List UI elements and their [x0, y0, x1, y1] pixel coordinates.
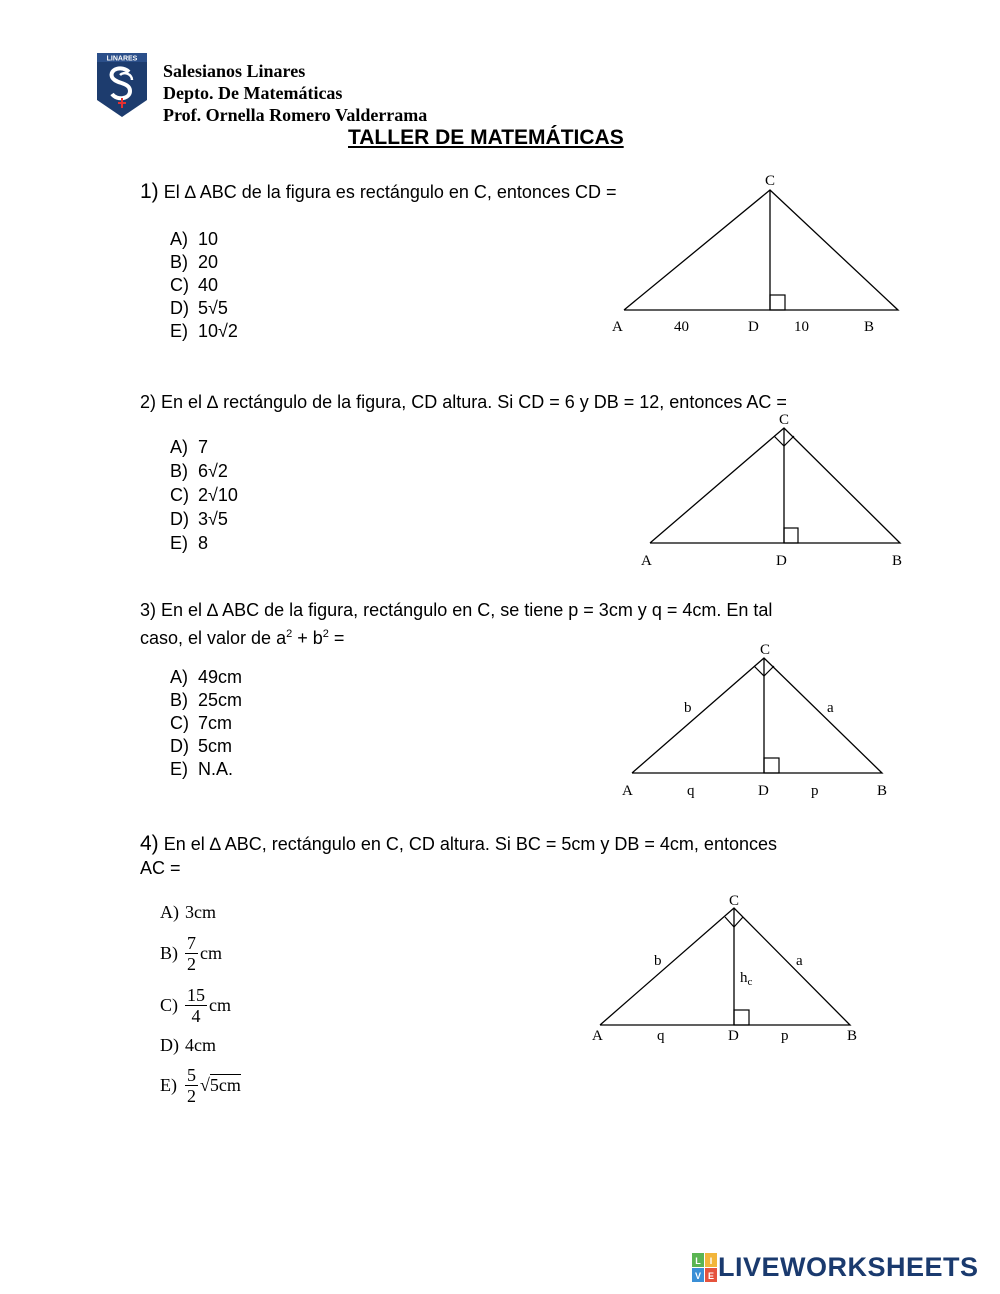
liveworksheets-logo-icon: [692, 1253, 718, 1283]
question-text: En el ∆ rectángulo de la figura, CD altura. Si CD = 6 y DB = 12, entonces AC =: [161, 392, 787, 412]
option-b[interactable]: B) 25cm: [170, 690, 243, 710]
option-b[interactable]: B) 6√2: [170, 461, 228, 481]
option-a[interactable]: A) 10: [170, 229, 219, 249]
triangle-figure-3: [612, 638, 902, 803]
options-4: [160, 900, 241, 1109]
side-b-label: b: [684, 700, 692, 716]
triangle-figure-1: [600, 168, 920, 343]
question-number: 2): [140, 392, 157, 412]
option-e[interactable]: E) $\frac{5}{2}$ √ 5cm: [160, 1064, 241, 1106]
vertex-b-label: B: [892, 553, 903, 569]
question-text: En el ∆ ABC de la figura, rectángulo en C, se tiene p = 3cm y q = 4cm. En tal: [161, 600, 773, 620]
svg-text:I: I: [709, 1255, 713, 1266]
question-1: [140, 180, 616, 204]
logo-text: LINARES: [106, 55, 138, 63]
segment-p-label: p: [781, 1028, 789, 1044]
page-title: TALLER DE MATEMÁTICAS: [348, 126, 624, 149]
vertex-b-label: B: [847, 1028, 858, 1044]
option-e[interactable]: E) 10√2: [170, 321, 238, 341]
height-label: $h_c$: [740, 970, 753, 988]
segment-ad-label: 40: [674, 319, 689, 335]
question-number: 1): [140, 180, 159, 203]
vertex-d-label: D: [728, 1028, 739, 1044]
watermark-text: LIVEWORKSHEETS: [718, 1252, 979, 1282]
vertex-d-label: D: [748, 319, 759, 335]
vertex-c-label: C: [765, 173, 776, 189]
option-a[interactable]: A) 49cm: [170, 667, 243, 687]
vertex-b-label: B: [864, 319, 875, 335]
segment-q-label: q: [687, 783, 695, 799]
vertex-c-label: C: [779, 412, 790, 428]
vertex-c-label: C: [760, 642, 771, 658]
triangle-figure-4: [585, 890, 875, 1050]
options-3: [170, 666, 242, 781]
option-a[interactable]: A) 7: [170, 437, 209, 457]
option-b[interactable]: B) 20: [170, 252, 219, 272]
svg-text:V: V: [694, 1270, 702, 1281]
vertex-a-label: A: [641, 553, 652, 569]
triangle-figure-2: [630, 408, 910, 573]
segment-p-label: p: [811, 783, 819, 799]
option-e[interactable]: E) 8: [170, 533, 209, 553]
option-c[interactable]: C) 40: [170, 275, 219, 295]
liveworksheets-watermark: [692, 1252, 979, 1283]
segment-q-label: q: [657, 1028, 665, 1044]
vertex-a-label: A: [622, 783, 633, 799]
department-name: Depto. De Matemáticas: [163, 83, 343, 103]
question-text: El ∆ ABC de la figura es rectángulo en C, entonces CD =: [163, 182, 617, 202]
question-4: 4) En el ∆ ABC, rectángulo en C, CD altura. Si BC = 5cm y DB = 4cm, entonces AC =: [140, 832, 777, 878]
options-1: [170, 228, 238, 343]
vertex-b-label: B: [877, 783, 888, 799]
logo-shield-icon: [96, 52, 148, 118]
option-c[interactable]: C) $\frac{15}{4}$ cm: [160, 984, 231, 1026]
option-c[interactable]: C) 7cm: [170, 713, 233, 733]
vertex-a-label: A: [612, 319, 623, 335]
side-b-label: b: [654, 953, 662, 969]
teacher-name: Prof. Ornella Romero Valderrama: [163, 105, 428, 125]
option-b[interactable]: B) $\frac{7}{2}$ cm: [160, 932, 222, 974]
vertex-d-label: D: [776, 553, 787, 569]
option-d[interactable]: D) 3√5: [170, 509, 228, 529]
vertex-c-label: C: [729, 893, 740, 909]
side-a-label: a: [827, 700, 834, 716]
options-2: [170, 435, 238, 555]
option-d[interactable]: D) 5cm: [170, 736, 233, 756]
vertex-d-label: D: [758, 783, 769, 799]
svg-text:E: E: [707, 1270, 715, 1281]
segment-db-label: 10: [794, 319, 809, 335]
option-d[interactable]: D) 5√5: [170, 298, 228, 318]
school-name: Salesianos Linares: [163, 61, 306, 81]
option-e[interactable]: E) N.A.: [170, 759, 234, 779]
option-a[interactable]: A) 3cm: [160, 901, 216, 922]
side-a-label: a: [796, 953, 803, 969]
vertex-a-label: A: [592, 1028, 603, 1044]
option-d[interactable]: D) 4cm: [160, 1034, 216, 1055]
question-text: En el ∆ ABC, rectángulo en C, CD altura. Si BC = 5cm y DB = 4cm, entonces: [163, 834, 777, 854]
option-c[interactable]: C) 2√10: [170, 485, 238, 505]
question-3: 3) En el ∆ ABC de la figura, rectángulo en C, se tiene p = 3cm y q = 4cm. En tal caso, el valor de $a^2 + b^2$ =: [140, 600, 773, 648]
svg-text:L: L: [695, 1255, 701, 1266]
school-logo: [96, 52, 148, 118]
